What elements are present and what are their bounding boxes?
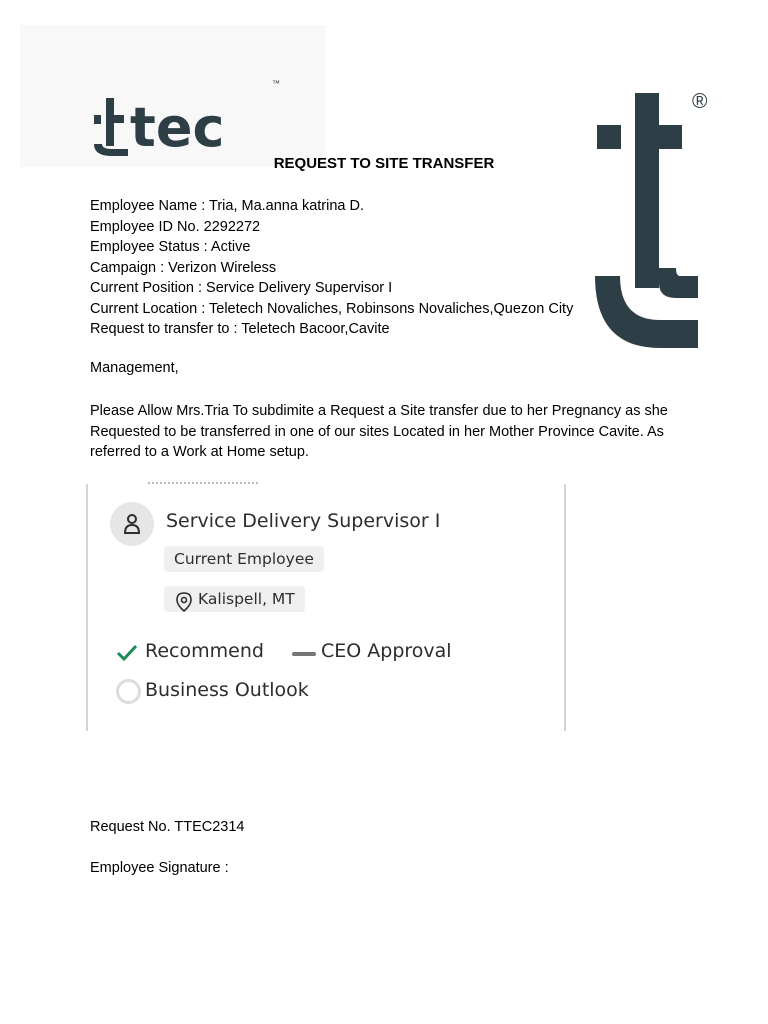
request-body: Please Allow Mrs.Tria To subdimite a Request a Site transfer due to her Pregnancy as she Requested to be transferred in one of our sites Located in her Mother Province Cavite. As referred to a Work at Home setup. [90,403,668,460]
location-chip [164,586,305,612]
salutation: Management, [90,360,179,376]
current-location: Current Location : Teletech Novaliches, Robinsons Novaliches,Quezon City [90,300,574,317]
campaign: Campaign : Verizon Wireless [90,259,277,276]
business-outlook-label: Business Outlook [145,679,309,701]
employee-status: Employee Status : Active [90,239,251,255]
employee-status-chip: Current Employee [164,546,324,572]
employee-id: Employee ID No. 2292272 [90,218,261,235]
empty-circle-icon [116,679,141,704]
ceo-approval-label: CEO Approval [321,640,452,662]
employee-info [90,196,573,340]
check-icon [116,644,138,662]
recommend-label: Recommend [145,640,264,662]
svg-text:tec: tec [130,96,225,159]
brand-t-mark-icon [590,88,720,353]
employee-name: Employee Name : Tria, Ma.anna katrina D. [90,198,365,214]
location-pin-icon [176,592,192,612]
ttec-logo [20,25,326,167]
person-icon [122,513,142,535]
current-position: Current Position : Service Delivery Supervisor I [90,280,393,296]
document-title: REQUEST TO SITE TRANSFER [273,155,495,172]
signature-label: Employee Signature : [90,860,229,876]
transfer-destination: Request to transfer to : Teletech Bacoor,Cavite [90,321,390,337]
location-label: Kalispell, MT [198,590,295,608]
registered-mark: ® [692,90,708,113]
card-job-title: Service Delivery Supervisor I [166,510,441,532]
request-number: Request No. TTEC2314 [90,819,245,835]
trademark-symbol: ™ [272,79,280,88]
dash-icon [292,652,316,656]
review-card [86,484,566,731]
avatar [110,502,154,546]
card-top-fragment [148,482,258,490]
ttec-logo-icon [90,90,310,165]
